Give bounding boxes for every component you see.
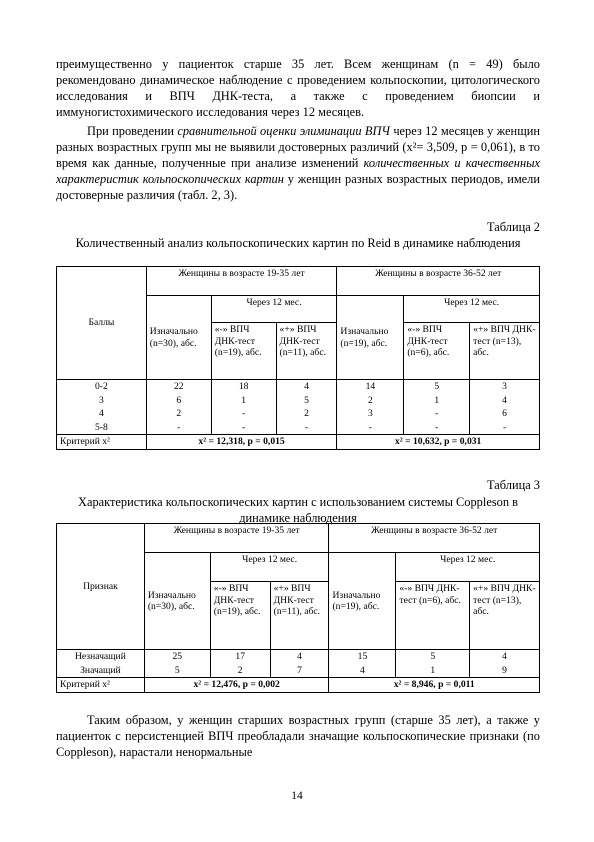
paragraph-2-emphasis-1: сравнительной оценки элиминации ВПЧ xyxy=(177,124,390,138)
table-cell: 5 xyxy=(396,650,470,664)
table-3-pos-2: «+» ВПЧ ДНК-тест (n=13), абс. xyxy=(470,582,540,650)
table-cell: - xyxy=(470,421,540,435)
table-2-initial-1: Изначально (n=30), абс. xyxy=(146,296,211,380)
table-cell: 22 xyxy=(146,380,211,394)
table-cell: 6 xyxy=(470,407,540,421)
table-cell: 4 xyxy=(270,650,329,664)
table-cell: 14 xyxy=(337,380,404,394)
table-row xyxy=(57,394,540,408)
table-3-criterion-1: x² = 12,476, р = 0,002 xyxy=(144,678,329,693)
table-2-after-1: Через 12 мес. xyxy=(211,296,337,323)
table-cell: Незначащий xyxy=(57,650,145,664)
table-3-initial-1: Изначально (n=30), абс. xyxy=(144,553,210,650)
table-2-row-header: Баллы xyxy=(57,267,147,380)
table-cell: - xyxy=(211,407,276,421)
table-cell: 4 xyxy=(57,407,147,421)
table-cell: - xyxy=(276,421,337,435)
table-3-criterion-2: x² = 8,946, р = 0,011 xyxy=(329,678,540,693)
table-cell: 18 xyxy=(211,380,276,394)
table-cell: 1 xyxy=(211,394,276,408)
table-2-pos-1: «+» ВПЧ ДНК-тест (n=11), абс. xyxy=(276,323,337,380)
table-cell: 6 xyxy=(146,394,211,408)
table-2-group-1: Женщины в возрасте 19-35 лет xyxy=(146,267,337,296)
table-3-neg-1: «-» ВПЧ ДНК-тест (n=19), абс. xyxy=(210,582,270,650)
table-cell: 15 xyxy=(329,650,396,664)
paragraph-2-text-2: через 12 месяцев у женщин разных возрастных групп мы не выявили достоверных различий (x²= 3,509, р = 0,061), в то время как данные, полученные при анализе изменений xyxy=(56,124,540,170)
table-2-pos-2: «+» ВПЧ ДНК-тест (n=13), абс. xyxy=(470,323,540,380)
table-cell: 2 xyxy=(146,407,211,421)
table-cell: 1 xyxy=(396,664,470,678)
table-cell: 4 xyxy=(470,394,540,408)
table-cell: 4 xyxy=(329,664,396,678)
table-3-initial-2: Изначально (n=19), абс. xyxy=(329,553,396,650)
table-2-initial-2: Изначально (n=19), абс. xyxy=(337,296,404,380)
table-2-title: Количественный анализ кольпоскопических картин по Reid в динамике наблюдения xyxy=(75,236,521,250)
table-3-after-1: Через 12 мес. xyxy=(210,553,329,582)
paragraph-2 xyxy=(56,123,540,203)
table-3-neg-2: «-» ВПЧ ДНК-тест (n=6), абс. xyxy=(396,582,470,650)
table-cell: - xyxy=(404,421,470,435)
paragraph-2-text-3: у женщин разных возрастных периодов, имели достоверные различия (табл. 2, 3). xyxy=(56,172,541,202)
table-2-neg-2: «-» ВПЧ ДНК-тест (n=6), абс. xyxy=(404,323,470,380)
table-cell: 2 xyxy=(210,664,270,678)
table-2 xyxy=(56,266,540,450)
table-row xyxy=(57,380,540,394)
table-cell: 3 xyxy=(57,394,147,408)
table-cell: 5 xyxy=(276,394,337,408)
table-2-group-2: Женщины в возрасте 36-52 лет xyxy=(337,267,540,296)
table-cell: 25 xyxy=(144,650,210,664)
table-3-pos-1: «+» ВПЧ ДНК-тест (n=11), абс. xyxy=(270,582,329,650)
table-cell: 5-8 xyxy=(57,421,147,435)
table-cell: 4 xyxy=(470,650,540,664)
table-3 xyxy=(56,523,540,693)
table-row xyxy=(57,407,540,421)
table-2-criterion-row xyxy=(57,435,540,450)
paragraph-2-text-1: При проведении xyxy=(87,124,178,138)
table-row xyxy=(57,650,540,664)
table-3-after-2: Через 12 мес. xyxy=(396,553,540,582)
table-cell: 17 xyxy=(210,650,270,664)
table-cell: 7 xyxy=(270,664,329,678)
table-2-neg-1: «-» ВПЧ ДНК-тест (n=19), абс. xyxy=(211,323,276,380)
table-cell: - xyxy=(404,407,470,421)
table-cell: 3 xyxy=(470,380,540,394)
table-2-criterion-2: x² = 10,632, р = 0,031 xyxy=(337,435,540,450)
table-3-criterion-label: Критерий x² xyxy=(57,678,145,693)
table-3-title: Характеристика кольпоскопических картин с использованием системы Coppleson в динамике наблюдения xyxy=(78,495,518,525)
table-row xyxy=(57,664,540,678)
table-2-criterion-1: x² = 12,318, р = 0,015 xyxy=(146,435,337,450)
table-3-group-1: Женщины в возрасте 19-35 лет xyxy=(144,524,329,553)
table-cell: 5 xyxy=(404,380,470,394)
table-3-group-2: Женщины в возрасте 36-52 лет xyxy=(329,524,540,553)
table-cell: 3 xyxy=(337,407,404,421)
table-cell: - xyxy=(211,421,276,435)
table-row xyxy=(57,421,540,435)
table-cell: 1 xyxy=(404,394,470,408)
table-cell: 2 xyxy=(276,407,337,421)
table-3-row-header: Признак xyxy=(57,524,145,650)
table-2-criterion-label: Критерий x² xyxy=(57,435,147,450)
table-2-number: Таблица 2 xyxy=(487,220,540,234)
table-cell: - xyxy=(146,421,211,435)
paragraph-1: преимущественно у пациенток старше 35 лет. Всем женщинам (n = 49) было рекомендовано динамическое наблюдение с проведением кольпоскопии, цитологического исследования и ВПЧ ДНК-теста, а также с проведением биопсии и иммуногистохимического исследования через 12 месяцев. xyxy=(56,57,540,119)
page-number: 14 xyxy=(291,790,303,802)
paragraph-2-emphasis-2: количественных и качественных характеристик кольпоскопических картин xyxy=(56,156,540,186)
table-cell: 2 xyxy=(337,394,404,408)
table-cell: 0-2 xyxy=(57,380,147,394)
table-3-criterion-row xyxy=(57,678,540,693)
table-cell: 9 xyxy=(470,664,540,678)
table-cell: Значащий xyxy=(57,664,145,678)
table-cell: 4 xyxy=(276,380,337,394)
table-cell: 5 xyxy=(144,664,210,678)
paragraph-3: Таким образом, у женщин старших возрастных групп (старше 35 лет), а также у пациенток с персистенцией ВПЧ преобладали значащие кольпоскопические признаки (по Coppleson), нарастали ненормальные xyxy=(56,713,540,759)
table-cell: - xyxy=(337,421,404,435)
table-2-after-2: Через 12 мес. xyxy=(404,296,540,323)
table-3-number: Таблица 3 xyxy=(487,478,540,492)
